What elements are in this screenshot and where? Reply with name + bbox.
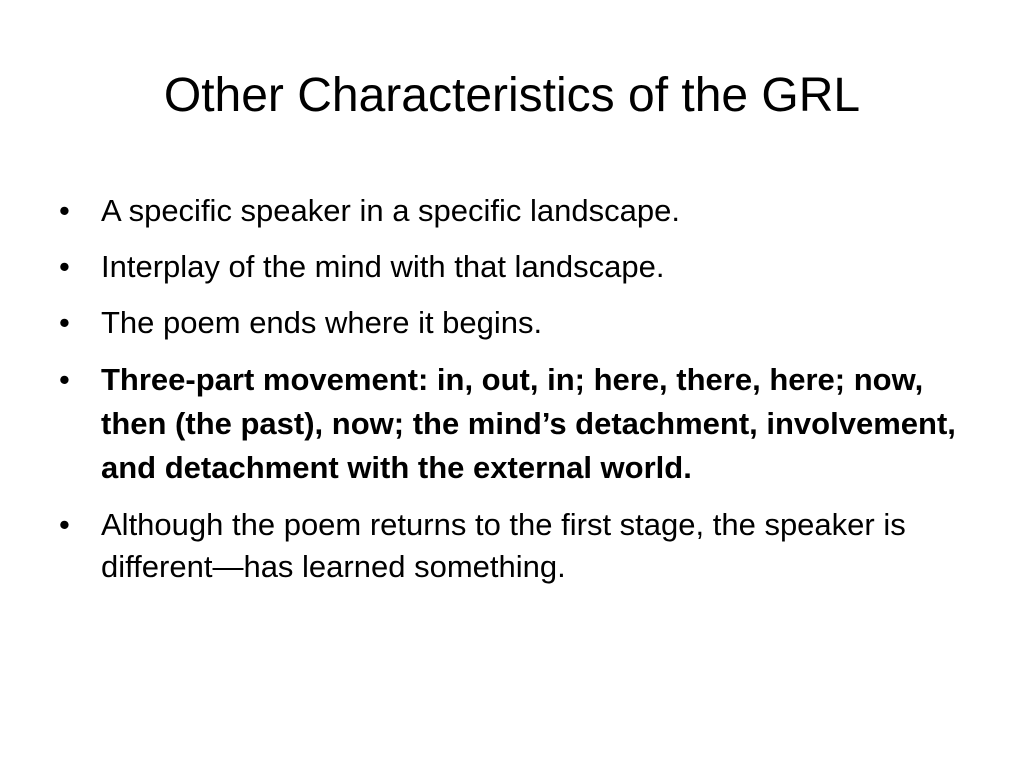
bullet-marker: • — [59, 507, 70, 542]
bullet-text: Interplay of the mind with that landscape. — [101, 249, 665, 284]
bullet-item — [57, 190, 972, 232]
bullet-marker: • — [59, 193, 70, 228]
bullet-item — [57, 504, 972, 588]
bullet-item — [57, 246, 972, 288]
bullet-text: The poem ends where it begins. — [101, 305, 543, 340]
bullet-text: Although the poem returns to the first stage, the speaker is different—has learned something. — [101, 507, 906, 584]
bullet-marker: • — [59, 305, 70, 340]
bullet-marker: • — [59, 249, 70, 284]
bullet-text: A specific speaker in a specific landscape. — [101, 193, 680, 228]
bullet-list — [57, 190, 972, 602]
bullet-item-bold — [57, 358, 972, 490]
bullet-item — [57, 302, 972, 344]
slide-title: Other Characteristics of the GRL — [163, 69, 861, 122]
bullet-marker: • — [59, 362, 70, 397]
bullet-text: Three-part movement: in, out, in; here, there, here; now, then (the past), now; the mind’s detachment, involvement, and detachment with the external world. — [101, 362, 956, 485]
